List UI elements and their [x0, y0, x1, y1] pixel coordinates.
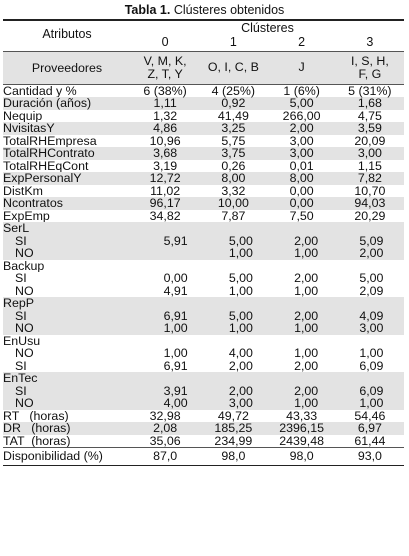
row-label: Ncontratos [3, 197, 63, 210]
row-value: 11,02 [150, 183, 181, 198]
row-value: 1,00 [228, 246, 253, 260]
row-label: RepP [3, 297, 34, 310]
row-value: 3,25 [221, 121, 246, 135]
row-value: 20,09 [354, 133, 386, 148]
row-value: 1,00 [359, 396, 384, 410]
row-value: 2,00 [294, 358, 319, 373]
row-value: 41,49 [217, 108, 249, 123]
row-value: 93,0 [357, 449, 382, 463]
row-value: 7,50 [289, 208, 314, 223]
table-row [3, 135, 404, 148]
row-value: 3,00 [289, 133, 314, 148]
proveedores-cell [199, 61, 267, 74]
proveedores-label: Proveedores [31, 60, 103, 75]
row-value: 1,00 [294, 321, 319, 335]
row-value: 2,00 [228, 383, 253, 398]
row-label: EnTec [3, 372, 38, 385]
row-value: 234,99 [214, 433, 253, 448]
row-value: 266,00 [282, 108, 321, 123]
row-value: 3,68 [153, 146, 178, 160]
row-value: 1,15 [357, 158, 382, 173]
row-value: 2,00 [289, 121, 314, 135]
table-row [3, 260, 404, 273]
row-value: 2439,48 [279, 433, 325, 448]
row-value: 5,75 [221, 133, 246, 148]
row-label: Duración (años) [3, 97, 92, 110]
row-label: TotalRHEmpresa [3, 134, 97, 147]
row-label: Nequip [3, 109, 43, 122]
row-label: SI [15, 272, 27, 285]
table-row [3, 335, 404, 348]
row-value: 2,00 [294, 233, 319, 248]
cell-line: O, I, C, B [207, 60, 259, 74]
table-row [3, 448, 404, 465]
row-value: 5,00 [228, 271, 253, 285]
caption-label: Tabla 1. [124, 3, 171, 17]
table-row [3, 235, 404, 248]
header-col: 1 [229, 34, 237, 49]
row-value: 35,06 [149, 433, 181, 448]
row-label: SI [15, 234, 27, 247]
header-col: 3 [366, 34, 374, 49]
table-row [3, 147, 404, 160]
row-value: 1,00 [294, 283, 319, 298]
row-value: 4 (25%) [211, 83, 256, 98]
row-label: DR (horas) [3, 422, 71, 435]
row-value: 3,59 [357, 121, 382, 135]
table-row [3, 197, 404, 210]
row-value: 3,00 [359, 321, 384, 335]
row-value: 7,82 [357, 171, 382, 185]
row-value: 4,00 [228, 346, 253, 360]
row-label: SI [15, 309, 27, 322]
row-value: 5 (31%) [348, 83, 392, 98]
table-row [3, 360, 404, 373]
row-value: 0,26 [221, 158, 246, 173]
header-atributos: Atributos [42, 26, 92, 41]
row-value: 10,00 [217, 196, 249, 210]
row-value: 0,00 [289, 196, 314, 210]
row-value: 2,00 [228, 358, 253, 373]
row-value: 1,00 [294, 346, 319, 360]
row-value: 3,75 [221, 146, 246, 160]
row-value: 5,91 [163, 233, 188, 248]
table-row [3, 297, 404, 310]
row-value: 0,01 [289, 158, 314, 173]
row-label: TotalRHContrato [3, 147, 95, 160]
table-caption [0, 3, 409, 17]
cell-line: V, M, K, [143, 53, 187, 68]
row-label: NO [15, 347, 34, 360]
row-label: Backup [3, 259, 45, 272]
proveedores-cell [268, 61, 336, 74]
row-value: 4,75 [357, 108, 382, 123]
row-label: NO [15, 397, 34, 410]
table-row [3, 310, 404, 323]
row-value: 32,98 [149, 408, 181, 423]
row-value: 61,44 [354, 433, 386, 448]
header-col: 2 [298, 34, 306, 49]
row-value: 0,00 [163, 271, 188, 285]
row-value: 1,00 [163, 321, 188, 335]
row-value: 2,00 [294, 271, 319, 285]
row-value: 4,91 [163, 283, 188, 298]
proveedores-cell [131, 55, 199, 81]
header-clusteres: Clústeres [241, 20, 294, 35]
row-value: 2,00 [359, 246, 384, 260]
row-value: 5,00 [289, 96, 314, 110]
table-row [3, 160, 404, 173]
row-value: 4,00 [163, 396, 188, 410]
row-value: 2,09 [359, 283, 384, 298]
table-row [3, 385, 404, 398]
cell-line: I, S, H, [350, 53, 389, 68]
row-value: 87,0 [153, 449, 178, 463]
table-row [3, 435, 404, 448]
row-label: NO [15, 284, 34, 297]
table-row [3, 172, 404, 185]
row-value: 1,32 [153, 108, 178, 123]
row-value: 8,00 [289, 171, 314, 185]
row-label: TAT (horas) [3, 434, 71, 447]
row-value: 2,00 [294, 308, 319, 323]
table-row [3, 285, 404, 298]
table-row [3, 272, 404, 285]
row-value: 6,91 [163, 358, 188, 373]
table-row [3, 85, 404, 98]
row-value: 98,0 [289, 449, 314, 463]
row-value: 2,00 [294, 383, 319, 398]
table-row [3, 247, 404, 260]
row-value: 4,86 [153, 121, 178, 135]
table-row [3, 122, 404, 135]
table-row [3, 97, 404, 110]
row-label: NvisitasY [3, 122, 55, 135]
row-value: 3,00 [289, 146, 314, 160]
table-row [3, 110, 404, 123]
row-value: 6 (38%) [143, 83, 187, 98]
row-value: 5,09 [359, 233, 384, 248]
row-value: 1 (6%) [283, 83, 320, 98]
row-value: 94,03 [354, 196, 386, 210]
table-row [3, 372, 404, 385]
row-label: SI [15, 384, 27, 397]
row-value: 1,00 [163, 346, 188, 360]
row-value: 1,00 [294, 246, 319, 260]
caption-text: Clústeres obtenidos [173, 3, 285, 17]
row-value: 1,11 [153, 96, 177, 110]
table-row [3, 347, 404, 360]
row-label: ExpPersonalY [3, 172, 82, 185]
proveedores-row [3, 52, 404, 84]
row-label: SI [15, 359, 27, 372]
row-value: 1,00 [228, 321, 253, 335]
row-value: 3,19 [153, 158, 178, 173]
row-label: ExpEmp [3, 209, 50, 222]
row-value: 5,00 [359, 271, 384, 285]
row-value: 1,00 [228, 283, 253, 298]
table-header [3, 21, 404, 51]
row-value: 6,91 [163, 308, 188, 323]
row-label: NO [15, 247, 34, 260]
row-value: 8,00 [221, 171, 246, 185]
row-value: 43,33 [286, 408, 318, 423]
row-value: 5,00 [228, 308, 253, 323]
row-label: NO [15, 322, 34, 335]
row-value: 1,00 [294, 396, 319, 410]
row-value: 0,00 [289, 183, 314, 198]
row-label: RT (horas) [3, 409, 69, 422]
row-value: 0,92 [221, 96, 246, 110]
row-value: 1,00 [359, 346, 384, 360]
row-label: EnUsu [3, 334, 41, 347]
row-value: 7,87 [221, 208, 246, 223]
row-value: 4,09 [359, 308, 384, 323]
row-value: 3,00 [357, 146, 382, 160]
cell-line: Z, T, Y [147, 66, 183, 81]
row-value: 6,97 [357, 421, 382, 435]
row-value: 34,82 [149, 208, 181, 223]
row-value: 10,70 [354, 183, 386, 198]
table-row [3, 210, 404, 223]
header-col: 0 [161, 34, 169, 49]
row-value: 20,29 [354, 208, 386, 223]
row-value: 185,25 [214, 421, 253, 435]
table-row [3, 222, 404, 235]
table-row [3, 185, 404, 198]
row-label: Disponibilidad (%) [3, 450, 103, 463]
row-value: 49,72 [217, 408, 249, 423]
row-value: 3,00 [228, 396, 253, 410]
proveedores-cell [336, 55, 404, 81]
row-value: 12,72 [149, 171, 181, 185]
row-value: 6,09 [359, 383, 384, 398]
table-row [3, 422, 404, 435]
row-value: 98,0 [221, 449, 246, 463]
row-value: 96,17 [149, 196, 181, 210]
row-label: Cantidad y % [3, 84, 77, 97]
row-value: 3,91 [163, 383, 188, 398]
table-row [3, 410, 404, 423]
table-body [3, 85, 404, 448]
row-value: 3,32 [221, 183, 246, 198]
disponibilidad-row [3, 448, 404, 465]
cell-line: J [298, 60, 305, 74]
row-value: 2396,15 [279, 421, 325, 435]
row-value: 1,68 [357, 96, 382, 110]
bottom-rule [3, 465, 404, 467]
clusters-table [3, 19, 404, 466]
row-value: 10,96 [149, 133, 181, 148]
row-value: 2,08 [153, 421, 178, 435]
header-cluster-numbers [131, 35, 404, 49]
table-row [3, 322, 404, 335]
table-row [3, 397, 404, 410]
row-value: 54,46 [354, 408, 386, 423]
cell-line: F, G [358, 66, 382, 81]
row-value: 5,00 [228, 233, 253, 248]
row-label: TotalRHEqCont [3, 159, 89, 172]
row-value: 6,09 [359, 358, 384, 373]
row-label: DistKm [3, 184, 43, 197]
row-label: SerL [3, 222, 30, 235]
